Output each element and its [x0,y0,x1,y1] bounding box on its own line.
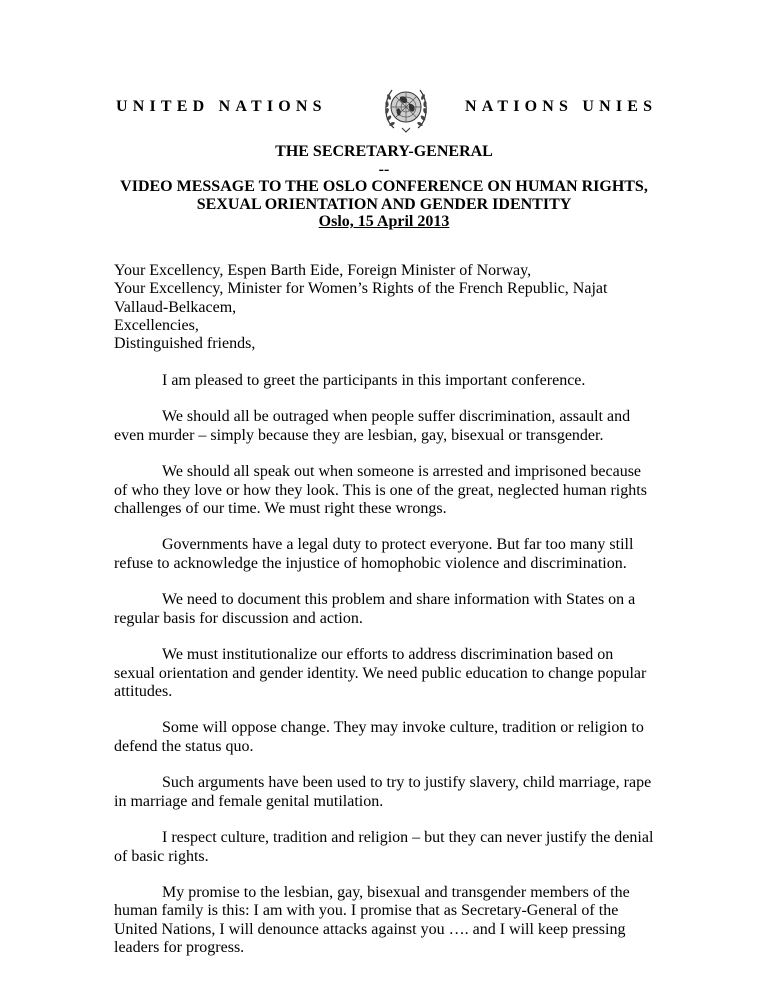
paragraph: I respect culture, tradition and religion – but they can never justify the denial of basic rights. [114,829,654,865]
paragraph: My promise to the lesbian, gay, bisexual and transgender members of the human family is this: I am with you. I promise that as Secretary-General of the United Nations, I will denounce attacks against you …. and I will keep pressing leaders for progress. [114,884,630,956]
letterhead-french: NATIONS UNIES [465,98,658,115]
message-title-line-1: VIDEO MESSAGE TO THE OSLO CONFERENCE ON HUMAN RIGHTS, [120,178,648,195]
dateline: Oslo, 15 April 2013 [318,213,450,230]
salutation-line: Your Excellency, Espen Barth Eide, Foreign Minister of Norway, [114,262,532,279]
un-emblem-icon [380,80,432,136]
letterhead [0,80,768,140]
paragraph: I am pleased to greet the participants in this important conference. [162,371,586,389]
salutation-line: Your Excellency, Minister for Women’s Rights of the French Republic, Najat Vallaud-Belkacem, [114,280,608,316]
salutation-line: Excellencies, [114,316,199,334]
salutation [114,262,658,353]
document-heading [0,143,768,231]
paragraph: Some will oppose change. They may invoke culture, tradition or religion to defend the status quo. [114,719,644,755]
letterhead-english: UNITED NATIONS [116,98,327,115]
paragraph: We should all be outraged when people suffer discrimination, assault and even murder – simply because they are lesbian, gay, bisexual or transgender. [114,408,631,444]
paragraph: We should all speak out when someone is arrested and imprisoned because of who they love or how they look. This is one of the great, neglected human rights challenges of our time. We must right these wrongs. [114,463,647,517]
paragraph: We must institutionalize our efforts to address discrimination based on sexual orientation and gender identity. We need public education to change popular attitudes. [114,646,647,700]
office-title: THE SECRETARY-GENERAL [275,143,493,160]
paragraph: Governments have a legal duty to protect everyone. But far too many still refuse to acknowledge the injustice of homophobic violence and discrimination. [114,536,634,572]
document-body [114,262,658,957]
heading-separator: -- [378,160,390,178]
salutation-line: Distinguished friends, [114,335,256,353]
paragraph: We need to document this problem and share information with States on a regular basis for discussion and action. [114,591,636,627]
message-title-line-2: SEXUAL ORIENTATION AND GENDER IDENTITY [196,195,572,213]
paragraph: Such arguments have been used to try to justify slavery, child marriage, rape in marriage and female genital mutilation. [114,774,652,810]
